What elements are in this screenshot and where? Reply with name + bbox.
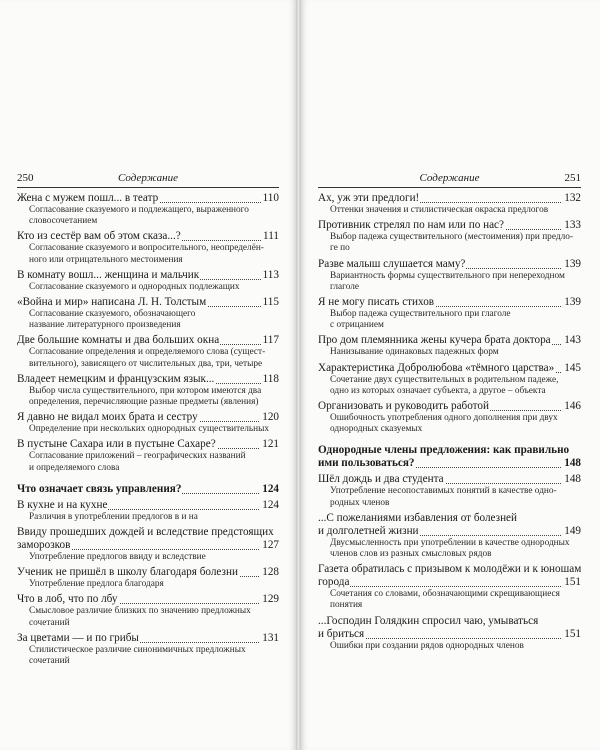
- toc-page-number: 146: [564, 400, 581, 413]
- toc-entry-description: понятия: [330, 600, 363, 611]
- toc-entry-description: Ошибки при создании рядов однородных членов: [330, 640, 524, 651]
- toc-page-number: 118: [262, 372, 279, 385]
- toc-page-number: 120: [262, 411, 279, 424]
- toc-page-number: 111: [263, 230, 279, 243]
- toc-entry-description: Смысловое различие близких по значению предложных: [29, 606, 251, 617]
- toc-entry[interactable]: [318, 400, 581, 435]
- toc-entry-description: ге по: [330, 243, 350, 254]
- toc-entry-title: ими пользоваться?: [318, 457, 415, 470]
- left-page-number: 250: [17, 172, 34, 184]
- toc-page-number: 151: [564, 627, 581, 640]
- toc-entry-description: сочетаний: [29, 656, 70, 667]
- toc-entry[interactable]: [318, 563, 581, 611]
- toc-entry-description: Стилистическое различие синонимичных предложных: [29, 644, 246, 655]
- toc-entry-description: одно из которых означает субъекта, а другое – объекта: [330, 385, 546, 396]
- toc-entry[interactable]: [17, 411, 279, 435]
- dot-leader: [318, 586, 581, 587]
- toc-entry-description: сочетаний: [29, 617, 70, 628]
- toc-entry-description: Оттенки значения и стилистическая окраска предлогов: [330, 205, 549, 215]
- toc-entry-description: ного или отрицательного местоимения: [29, 254, 183, 265]
- toc-entry-description: Согласование сказуемого и подлежащего, выраженного: [29, 205, 249, 215]
- toc-entry-description: Употребление предлога благодаря: [29, 579, 164, 590]
- toc-entry-description: Двусмысленность при употреблении в качестве однородных: [330, 537, 570, 548]
- toc-page-number: 151: [564, 576, 581, 589]
- toc-page-number: 121: [262, 438, 279, 451]
- toc-entry-title: Что означает связь управления?: [17, 482, 182, 495]
- toc-entry-title: Жена с мужем пошл... в театр: [17, 192, 159, 204]
- toc-entry-description: Выбор падежа существительного (местоимения) при предло-: [330, 232, 573, 243]
- toc-entry[interactable]: [17, 632, 279, 667]
- toc-page-number: 145: [564, 361, 581, 374]
- toc-entry-title: В пустыне Сахара или в пустыне Сахаре?: [17, 438, 216, 451]
- toc-entry-description: Согласование приложений – географических названий: [29, 451, 246, 462]
- toc-entry[interactable]: [17, 296, 279, 331]
- toc-page-number: 132: [564, 192, 581, 204]
- toc-entry-description: Ошибочность употребления одного дополнения при двух: [330, 413, 558, 424]
- toc-entry[interactable]: [318, 615, 581, 652]
- toc-entry-description: Сочетание двух существительных в родительном падеже,: [330, 374, 559, 385]
- toc-entry-title: Ввиду прошедших дождей и вследствие предстоящих: [17, 526, 274, 539]
- toc-entry[interactable]: [17, 269, 279, 293]
- toc-entry-description: Выбор падежа существительного при глаголе: [330, 309, 511, 320]
- toc-entry-description: Сочетания со словами, обозначающими скрещивающиеся: [330, 589, 560, 600]
- right-header-title: Содержание: [419, 172, 480, 184]
- toc-page-number: 148: [564, 473, 581, 486]
- toc-page-number: 139: [564, 296, 581, 309]
- toc-entry-title: Организовать и руководить работой: [318, 400, 489, 413]
- toc-page-number: 149: [564, 524, 581, 537]
- toc-entry[interactable]: [17, 438, 279, 473]
- toc-entry-description: название литературного произведения: [29, 320, 181, 331]
- toc-entry-title: Однородные члены предложения: как правильно: [318, 444, 570, 457]
- toc-entry-title: Шёл дождь и два студента: [318, 473, 444, 486]
- right-page: [301, 0, 600, 750]
- toc-entry-description: родных членов: [330, 497, 390, 508]
- toc-entry-title: Ученик не пришёл в школу благодаря болезни: [17, 566, 238, 579]
- toc-page-number: 148: [564, 457, 581, 470]
- toc-entry-description: Употребление несопоставимых понятий в качестве одно-: [330, 486, 557, 497]
- toc-page-number: 127: [262, 539, 279, 552]
- toc-entry-description: Вариантность формы существительного при непереходном: [330, 270, 565, 281]
- toc-entry[interactable]: [17, 334, 279, 369]
- toc-entry[interactable]: [318, 512, 581, 560]
- left-toc: [17, 192, 279, 670]
- toc-entry-title: В кухне и на кухне: [17, 498, 108, 511]
- toc-entry-title: Ах, уж эти предлоги!: [318, 192, 420, 204]
- toc-entry-title: заморозков: [17, 539, 71, 552]
- toc-entry-description: и определяемого слова: [29, 462, 120, 473]
- toc-page-number: 115: [262, 296, 279, 309]
- toc-entry[interactable]: [17, 373, 279, 408]
- toc-entry[interactable]: [17, 192, 279, 227]
- toc-entry[interactable]: [318, 473, 581, 508]
- toc-entry-description: Согласование сказуемого, обозначающего: [29, 309, 196, 320]
- left-page-header: [17, 172, 279, 186]
- right-page-number: 251: [564, 172, 581, 184]
- toc-entry[interactable]: [318, 296, 581, 331]
- toc-entry-description: словосочетанием: [29, 216, 98, 227]
- toc-page-number: 131: [262, 631, 279, 644]
- toc-entry-description: членов слов из разных смысловых рядов: [330, 549, 492, 560]
- toc-entry-title: «Война и мир» написана Л. Н. Толстым: [17, 296, 207, 309]
- toc-entry[interactable]: [318, 192, 581, 216]
- toc-entry-description: Различия в употреблении предлогов в и на: [29, 511, 198, 522]
- toc-entry-title: Характеристика Добролюбова «тёмного царства»: [318, 361, 555, 374]
- toc-entry-description: глаголе: [330, 281, 359, 292]
- left-page: [0, 0, 296, 750]
- toc-entry-title: и долголетней жизни: [318, 524, 419, 537]
- toc-entry-description: Выбор числа существительного, при котором имеются два: [29, 385, 262, 396]
- toc-page-number: 139: [564, 257, 581, 270]
- toc-entry[interactable]: [17, 593, 279, 628]
- toc-entry-description: однородных сказуемых: [330, 424, 423, 435]
- toc-entry-title: ...С пожеланиями избавления от болезней: [318, 511, 518, 524]
- toc-entry-description: определения, перечисляющие разные предметы (явления): [29, 397, 259, 408]
- toc-entry-description: Согласование сказуемого и вопросительного, неопределён-: [29, 243, 264, 254]
- toc-entry-description: Определение при нескольких однородных существительных: [29, 424, 270, 435]
- toc-page-number: 117: [262, 334, 279, 347]
- toc-entry-description: с отрицанием: [330, 320, 384, 331]
- toc-entry-title: Я давно не видал моих брата и сестру: [17, 411, 198, 424]
- toc-section-heading[interactable]: [318, 444, 581, 470]
- toc-page-number: 143: [564, 334, 581, 347]
- toc-page-number: 133: [564, 219, 581, 232]
- right-page-header: [318, 172, 581, 186]
- toc-entry-title: За цветами — и по грибы: [17, 631, 139, 644]
- toc-entry-description: Нанизывание одинаковых падежных форм: [330, 347, 499, 358]
- toc-entry-title: Разве малыш слушается маму?: [318, 257, 466, 270]
- toc-page-number: 110: [262, 192, 279, 204]
- toc-entry-title: Про дом племянника жены кучера брата доктора: [318, 334, 551, 347]
- toc-entry-title: Что в лоб, что по лбу: [17, 593, 118, 606]
- toc-section-heading[interactable]: [17, 483, 279, 496]
- toc-entry-title: Я не могу писать стихов: [318, 296, 435, 309]
- toc-entry[interactable]: [318, 258, 581, 293]
- toc-entry[interactable]: [17, 526, 279, 563]
- toc-entry-title: Противник стрелял по нам или по нас?: [318, 219, 504, 232]
- right-toc: [318, 192, 581, 655]
- toc-entry-description: Согласование определения и определяемого слова (сущест-: [29, 347, 266, 358]
- toc-entry-title: города: [318, 576, 350, 589]
- toc-entry-title: Газета обратилась с призывом к молодёжи и к юношам: [318, 563, 581, 576]
- toc-entry-title: Две большие комнаты и два больших окна: [17, 334, 220, 347]
- toc-entry-description: Согласование сказуемого и однородных подлежащих: [29, 281, 240, 292]
- toc-entry-description: вительного), зависящего от числительных два, три, четыре: [29, 358, 263, 369]
- toc-page-number: 124: [262, 482, 279, 495]
- left-header-title: Содержание: [117, 172, 178, 184]
- toc-entry-description: Употребление предлогов ввиду и вследствие: [29, 552, 206, 563]
- toc-entry-title: ...Господин Голядкин спросил чаю, умываться: [318, 614, 539, 627]
- toc-entry-title: Владеет немецким и французским язык...: [17, 372, 215, 385]
- toc-entry[interactable]: [17, 566, 279, 590]
- toc-entry[interactable]: [318, 362, 581, 397]
- toc-page-number: 129: [262, 593, 279, 606]
- toc-page-number: 124: [262, 498, 279, 511]
- toc-entry-title: и бриться: [318, 627, 365, 640]
- toc-entry-title: Кто из сестёр вам об этом сказа...?: [17, 230, 181, 243]
- toc-entry[interactable]: [17, 499, 279, 523]
- toc-page-number: 128: [262, 566, 279, 579]
- toc-entry[interactable]: [318, 334, 581, 358]
- toc-entry[interactable]: [17, 230, 279, 265]
- toc-entry-title: В комнату вошл... женщина и мальчик: [17, 268, 200, 281]
- toc-page-number: 113: [262, 268, 279, 281]
- toc-entry[interactable]: [318, 219, 581, 254]
